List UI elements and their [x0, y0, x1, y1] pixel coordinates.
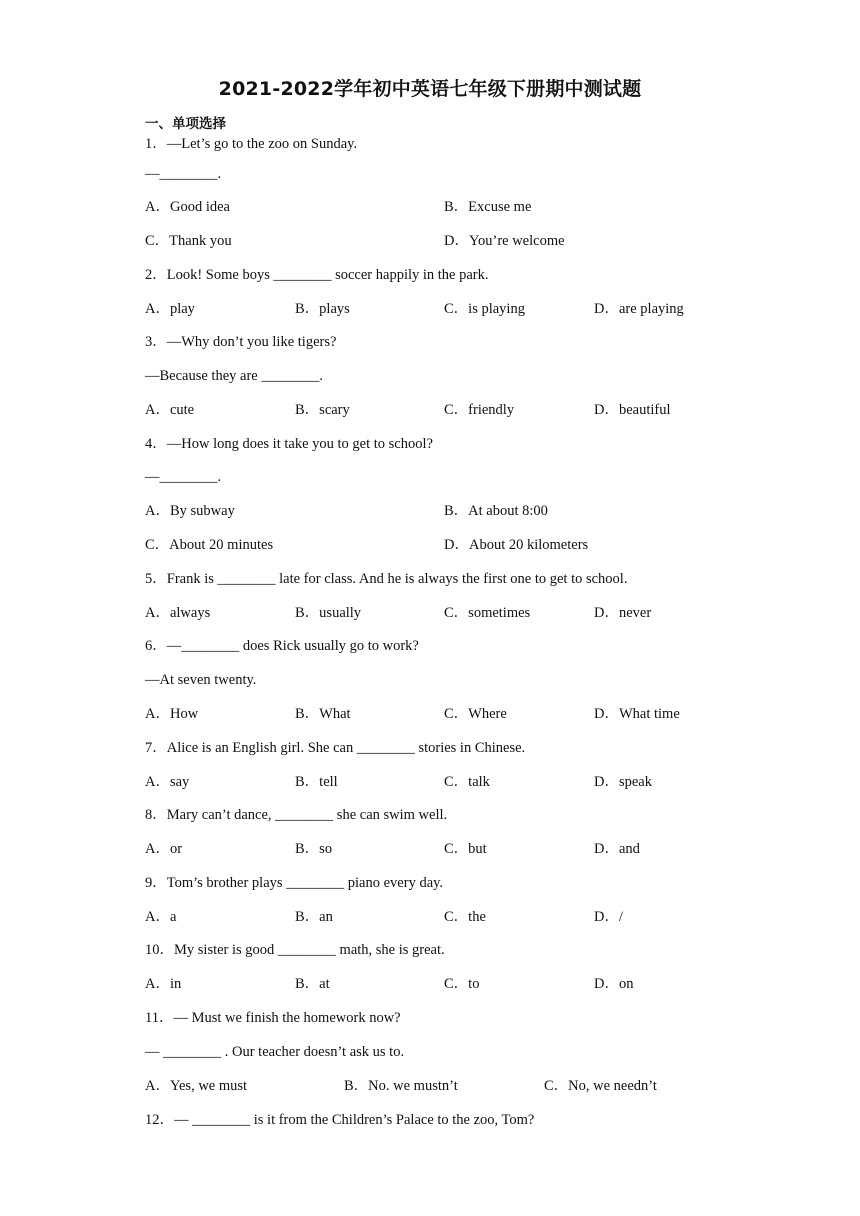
- question-2-option-c[interactable]: C．is playing: [444, 301, 525, 317]
- question-5-option-b[interactable]: B．usually: [295, 605, 362, 621]
- question-8-option-a[interactable]: A．or: [145, 841, 183, 857]
- question-10-option-a[interactable]: A．in: [145, 976, 182, 992]
- question-10-stem: 10．My sister is good ________ math, she is great.: [145, 942, 445, 958]
- question-8-option-d[interactable]: D．and: [594, 841, 640, 857]
- page-title: 2021-2022学年初中英语七年级下册期中测试题: [218, 78, 642, 100]
- question-5-option-c[interactable]: C．sometimes: [444, 605, 531, 621]
- question-3-stem: 3．—Why don’t you like tigers?: [145, 334, 337, 350]
- question-12-stem: 12．— ________ is it from the Children’s Palace to the zoo, Tom?: [145, 1112, 535, 1128]
- question-4-answer-line: —________.: [145, 469, 222, 485]
- question-3-option-b[interactable]: B．scary: [295, 402, 350, 418]
- question-4-option-a[interactable]: A．By subway: [145, 503, 235, 519]
- question-7-option-d[interactable]: D．speak: [594, 774, 652, 790]
- question-11-option-a[interactable]: A．Yes, we must: [145, 1078, 248, 1094]
- question-3-option-c[interactable]: C．friendly: [444, 402, 515, 418]
- question-7-option-c[interactable]: C．talk: [444, 774, 490, 790]
- question-6-option-a[interactable]: A．How: [145, 706, 199, 722]
- section-heading: 一、单项选择: [145, 116, 226, 132]
- question-7-option-a[interactable]: A．say: [145, 774, 190, 790]
- question-7-stem: 7．Alice is an English girl. She can ________ stories in Chinese.: [145, 740, 526, 756]
- question-5-option-a[interactable]: A．always: [145, 605, 211, 621]
- question-6-stem: 6．—________ does Rick usually go to work?: [145, 638, 419, 654]
- question-5-option-d[interactable]: D．never: [594, 605, 652, 621]
- question-6-option-b[interactable]: B．What: [295, 706, 351, 722]
- question-2-option-b[interactable]: B．plays: [295, 301, 350, 317]
- question-6-option-c[interactable]: C．Where: [444, 706, 507, 722]
- question-4-option-c[interactable]: C．About 20 minutes: [145, 537, 274, 553]
- question-3-option-d[interactable]: D．beautiful: [594, 402, 671, 418]
- question-8-stem: 8．Mary can’t dance, ________ she can swim well.: [145, 807, 448, 823]
- question-1-option-d[interactable]: D．You’re welcome: [444, 233, 565, 249]
- question-1-option-c[interactable]: C．Thank you: [145, 233, 232, 249]
- question-9-option-d[interactable]: D．/: [594, 909, 623, 925]
- question-2-option-a[interactable]: A．play: [145, 301, 195, 317]
- question-11-answer-line: — ________ . Our teacher doesn’t ask us to.: [145, 1044, 405, 1060]
- question-11-stem: 11．— Must we finish the homework now?: [145, 1010, 401, 1026]
- question-1-answer-line: —________.: [145, 166, 222, 182]
- question-10-option-d[interactable]: D．on: [594, 976, 634, 992]
- question-9-option-a[interactable]: A．a: [145, 909, 177, 925]
- question-8-option-c[interactable]: C．but: [444, 841, 487, 857]
- question-10-option-c[interactable]: C．to: [444, 976, 480, 992]
- question-7-option-b[interactable]: B．tell: [295, 774, 338, 790]
- question-10-option-b[interactable]: B．at: [295, 976, 330, 992]
- question-11-option-c[interactable]: C．No, we needn’t: [544, 1078, 657, 1094]
- question-1-stem: 1．—Let’s go to the zoo on Sunday.: [145, 136, 358, 152]
- question-11-option-b[interactable]: B．No. we mustn’t: [344, 1078, 458, 1094]
- question-2-option-d[interactable]: D．are playing: [594, 301, 684, 317]
- question-8-option-b[interactable]: B．so: [295, 841, 333, 857]
- question-6-option-d[interactable]: D．What time: [594, 706, 680, 722]
- question-4-option-d[interactable]: D．About 20 kilometers: [444, 537, 589, 553]
- question-1-option-a[interactable]: A．Good idea: [145, 199, 230, 215]
- question-6-answer-line: —At seven twenty.: [145, 672, 257, 688]
- question-4-option-b[interactable]: B．At about 8:00: [444, 503, 548, 519]
- question-5-stem: 5．Frank is ________ late for class. And he is always the first one to get to school.: [145, 571, 628, 587]
- question-9-option-c[interactable]: C．the: [444, 909, 486, 925]
- question-3-answer-line: —Because they are ________.: [145, 368, 323, 384]
- question-4-stem: 4．—How long does it take you to get to school?: [145, 436, 433, 452]
- question-2-stem: 2．Look! Some boys ________ soccer happily in the park.: [145, 267, 489, 283]
- question-1-option-b[interactable]: B．Excuse me: [444, 199, 532, 215]
- question-9-option-b[interactable]: B．an: [295, 909, 333, 925]
- question-9-stem: 9．Tom’s brother plays ________ piano every day.: [145, 875, 444, 891]
- question-3-option-a[interactable]: A．cute: [145, 402, 195, 418]
